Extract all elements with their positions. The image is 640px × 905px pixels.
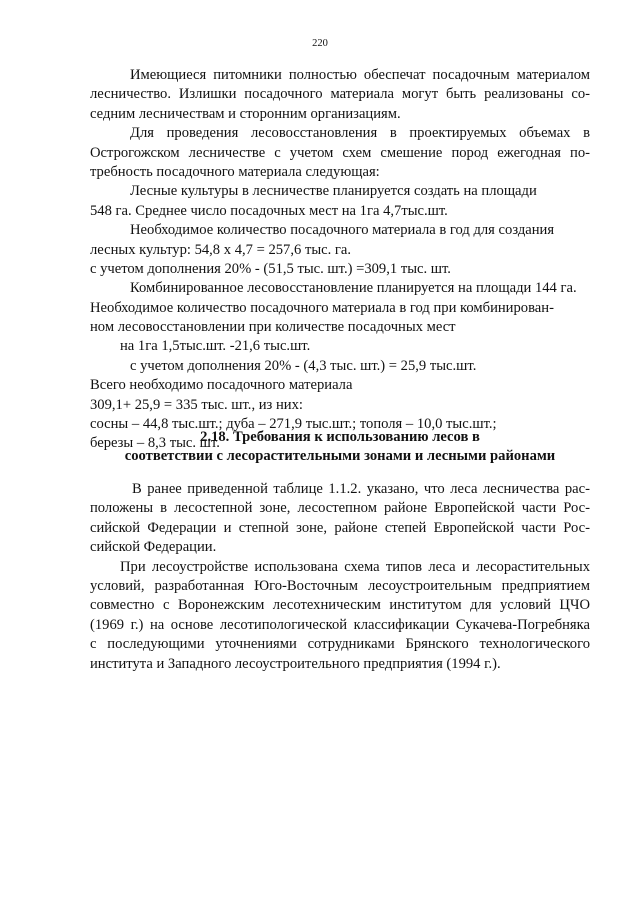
text-line: Лесные культуры в лесничестве планируется создать на площади bbox=[130, 183, 537, 200]
text-line: ном лесовосстановлении при количестве посадочных мест bbox=[90, 319, 456, 336]
section-heading-line-2: соответствии с лесорастительными зонами и лесными районами bbox=[124, 448, 556, 464]
text-line: на 1га 1,5тыс.шт. -21,6 тыс.шт. bbox=[120, 338, 311, 355]
text-line: Комбинированное лесовосстановление планируется на площади 144 га. bbox=[130, 280, 577, 297]
text-line: положены в лесостепной зоне, лесостепном районе Европейской части Рос- bbox=[90, 500, 590, 517]
text-line: лесничество. Излишки посадочного материала могут быть реализованы со- bbox=[90, 86, 590, 103]
text-line: Острогожском лесничестве с учетом схем смешение пород ежегодная по- bbox=[90, 144, 590, 161]
text-line: института и Западного лесоустроительного предприятия (1994 г.). bbox=[90, 655, 501, 672]
text-line: При лесоустройстве использована схема типов леса и лесорастительных bbox=[120, 558, 590, 575]
text-line: березы – 8,3 тыс. шт. bbox=[90, 435, 220, 452]
text-line: Необходимое количество посадочного материала в год для создания bbox=[130, 222, 555, 239]
text-line: с учетом дополнения 20% - (51,5 тыс. шт.) =309,1 тыс. шт. bbox=[90, 260, 451, 277]
text-line: Всего необходимо посадочного материала bbox=[90, 377, 353, 394]
text-line: седним лесничествам и сторонним организациям. bbox=[90, 105, 401, 122]
text-line: В ранее приведенной таблице 1.1.2. указано, что леса лесничества рас- bbox=[132, 481, 590, 497]
section-heading-line-1: 2.18. Требования к использованию лесов в bbox=[200, 429, 480, 445]
text-line: требность посадочного материала следующая: bbox=[90, 163, 380, 180]
text-line: Имеющиеся питомники полностью обеспечат посадочным материалом bbox=[130, 67, 590, 83]
text-line: совместно с Воронежским лесотехническим институтом для условий ЦЧО bbox=[90, 597, 590, 614]
text-line: лесных культур: 54,8 х 4,7 = 257,6 тыс. га. bbox=[90, 241, 352, 258]
text-line: с последующими уточнениями сотрудниками Брянского технологического bbox=[90, 636, 590, 653]
text-line: Для проведения лесовосстановления в проектируемых объемах в bbox=[130, 125, 590, 142]
page-number: 220 bbox=[312, 38, 328, 49]
text-line: сийской Федерации. bbox=[90, 539, 217, 556]
text-line: сийской Федерации и степной зоне, районе степей Европейской части Рос- bbox=[90, 519, 590, 536]
forest-zones-text bbox=[90, 480, 590, 674]
text-line: 309,1+ 25,9 = 335 тыс. шт., из них: bbox=[90, 396, 303, 413]
text-line: сосны – 44,8 тыс.шт.; дуба – 271,9 тыс.шт.; тополя – 10,0 тыс.шт.; bbox=[90, 416, 497, 433]
text-line: (1969 г.) на основе лесотипологической классификации Сукачева-Погребняка bbox=[90, 616, 590, 633]
text-line: условий, разработанная Юго-Восточным лесоустроительным предприятием bbox=[90, 577, 590, 594]
text-line: Необходимое количество посадочного материала в год при комбинирован- bbox=[90, 299, 554, 316]
seedling-requirements-text bbox=[90, 66, 590, 454]
text-line: с учетом дополнения 20% - (4,3 тыс. шт.) = 25,9 тыс.шт. bbox=[130, 357, 477, 374]
text-line: 548 га. Среднее число посадочных мест на 1га 4,7тыс.шт. bbox=[90, 202, 448, 219]
